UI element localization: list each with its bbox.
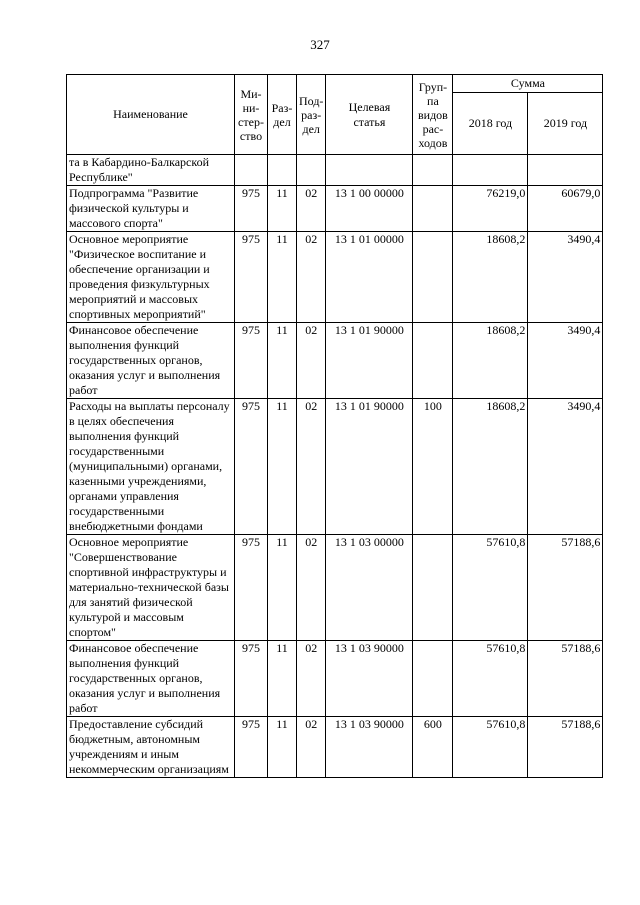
table-row (67, 717, 603, 778)
row-2019-cell: 3490,4 (528, 399, 603, 535)
table-row (67, 323, 603, 399)
row-2018-cell: 18608,2 (453, 323, 528, 399)
row-2019-cell: 57188,6 (528, 717, 603, 778)
table-row (67, 155, 603, 186)
row-subsection-cell: 02 (297, 399, 326, 535)
row-article-cell (326, 155, 413, 186)
header-year-2018: 2018 год (453, 93, 528, 155)
row-2018-cell: 57610,8 (453, 641, 528, 717)
row-group-cell (413, 155, 453, 186)
row-subsection-cell: 02 (297, 186, 326, 232)
row-subsection-cell (297, 155, 326, 186)
row-article-cell: 13 1 03 90000 (326, 641, 413, 717)
row-2018-cell: 57610,8 (453, 535, 528, 641)
row-subsection-cell: 02 (297, 323, 326, 399)
row-2019-cell: 57188,6 (528, 641, 603, 717)
row-section-cell: 11 (268, 641, 297, 717)
row-article-cell: 13 1 01 00000 (326, 232, 413, 323)
row-name-cell: Расходы на выплаты персоналу в целях обеспечения выполнения функций государственными (муниципальными) органами, казенными учреждениями, органами управления государственными внебюджетными фондами (67, 399, 235, 535)
table-row (67, 186, 603, 232)
row-subsection-cell: 02 (297, 641, 326, 717)
row-section-cell: 11 (268, 717, 297, 778)
row-name-cell: Основное мероприятие "Физическое воспитание и обеспечение организации и проведения физкультурных мероприятий и массовых спортивных мероприятий" (67, 232, 235, 323)
row-subsection-cell: 02 (297, 535, 326, 641)
row-2018-cell: 18608,2 (453, 399, 528, 535)
page-number: 327 (310, 37, 330, 52)
table-body (67, 155, 603, 778)
row-name-cell: Финансовое обеспечение выполнения функций государственных органов, оказания услуг и выполнения работ (67, 323, 235, 399)
row-2019-cell (528, 155, 603, 186)
row-ministry-cell: 975 (235, 535, 268, 641)
row-2018-cell: 57610,8 (453, 717, 528, 778)
row-ministry-cell: 975 (235, 399, 268, 535)
header-ministry: Ми- ни- стер- ство (235, 75, 268, 155)
row-name-cell: Основное мероприятие "Совершенствование спортивной инфраструктуры и материально-технической базы для занятий физической культурой и массовым спортом" (67, 535, 235, 641)
row-group-cell (413, 535, 453, 641)
row-2018-cell: 18608,2 (453, 232, 528, 323)
row-ministry-cell: 975 (235, 323, 268, 399)
row-2019-cell: 3490,4 (528, 232, 603, 323)
header-subsection: Под- раз- дел (297, 75, 326, 155)
row-ministry-cell: 975 (235, 641, 268, 717)
row-subsection-cell: 02 (297, 717, 326, 778)
row-article-cell: 13 1 00 00000 (326, 186, 413, 232)
row-ministry-cell: 975 (235, 717, 268, 778)
header-section: Раз- дел (268, 75, 297, 155)
row-subsection-cell: 02 (297, 232, 326, 323)
budget-table (66, 74, 603, 778)
table-row (67, 535, 603, 641)
row-section-cell: 11 (268, 323, 297, 399)
row-article-cell: 13 1 03 00000 (326, 535, 413, 641)
row-name-cell: Финансовое обеспечение выполнения функций государственных органов, оказания услуг и выполнения работ (67, 641, 235, 717)
row-group-cell (413, 641, 453, 717)
row-section-cell: 11 (268, 399, 297, 535)
row-group-cell (413, 232, 453, 323)
header-name: Наименование (67, 75, 235, 155)
row-section-cell (268, 155, 297, 186)
row-group-cell: 100 (413, 399, 453, 535)
row-group-cell (413, 186, 453, 232)
row-article-cell: 13 1 03 90000 (326, 717, 413, 778)
row-2019-cell: 57188,6 (528, 535, 603, 641)
row-ministry-cell (235, 155, 268, 186)
row-article-cell: 13 1 01 90000 (326, 399, 413, 535)
row-2019-cell: 3490,4 (528, 323, 603, 399)
row-name-cell: та в Кабардино-Балкарской Республике" (67, 155, 235, 186)
row-ministry-cell: 975 (235, 232, 268, 323)
header-expense-group: Груп- па видов рас- ходов (413, 75, 453, 155)
row-group-cell: 600 (413, 717, 453, 778)
row-group-cell (413, 323, 453, 399)
row-name-cell: Предоставление субсидий бюджетным, автономным учреждениям и иным некоммерческим организациям (67, 717, 235, 778)
row-section-cell: 11 (268, 232, 297, 323)
row-2018-cell: 76219,0 (453, 186, 528, 232)
header-sum: Сумма (453, 75, 603, 93)
table-row (67, 399, 603, 535)
header-year-2019: 2019 год (528, 93, 603, 155)
row-article-cell: 13 1 01 90000 (326, 323, 413, 399)
row-2019-cell: 60679,0 (528, 186, 603, 232)
table-row (67, 232, 603, 323)
row-ministry-cell: 975 (235, 186, 268, 232)
row-section-cell: 11 (268, 186, 297, 232)
table-row (67, 641, 603, 717)
row-section-cell: 11 (268, 535, 297, 641)
header-target-article: Целевая статья (326, 75, 413, 155)
row-2018-cell (453, 155, 528, 186)
row-name-cell: Подпрограмма "Развитие физической культуры и массового спорта" (67, 186, 235, 232)
